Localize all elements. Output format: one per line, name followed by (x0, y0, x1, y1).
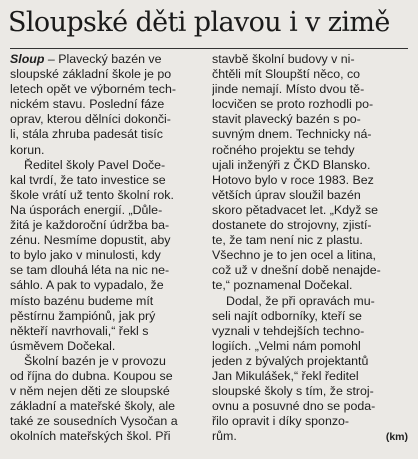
text-line: stavbě školní budovy v ni- (212, 52, 355, 66)
text-line: větších úprav sloužil bazén (212, 187, 361, 202)
text-line: jinde nemají. Místo dvou tě- (212, 82, 365, 97)
text-line: úsměvem Dočekal. (10, 338, 116, 353)
text-line: vyznali v tehdejších techno- (212, 323, 365, 338)
text-line: v něm nejen děti ze sloupské (10, 384, 170, 399)
text-line: nickém stavu. Poslední fáze (10, 97, 165, 112)
text-line: seli najít odborníky, kteří se (212, 308, 362, 323)
text-line: rům. (km) (212, 429, 408, 444)
text-fragment: – Plavecký bazén ve (44, 52, 162, 66)
text-line: logiích. „Velmi nám pomohl (212, 338, 361, 353)
text-line: dostanete do strojovny, zjistí- (212, 218, 372, 233)
text-line: sáhlo. A pak to vypadalo, že (10, 278, 164, 293)
article-left-column (10, 52, 198, 444)
text-line: se tam dlouhá léta na nic ne- (10, 263, 170, 278)
text-line: te, že tam není nic z plastu. (212, 233, 363, 248)
text-line: od října do dubna. Koupou se (10, 368, 173, 383)
text-line: korun. (10, 142, 45, 157)
text-line: skoro pětadvacet let. „Když se (212, 202, 378, 217)
text-line: místo bazénu budeme mít (10, 293, 154, 308)
text-line: te,“ poznamenal Dočekal. (212, 278, 353, 293)
text-line: to bylo jako v minulosti, kdy (10, 248, 161, 263)
text-line: ovnu a posuvné dno se poda- (212, 399, 376, 414)
text-line: oprav, kterou dělníci dokonči- (10, 112, 171, 127)
text-line: Školní bazén je v provozu (24, 353, 166, 368)
text-line: li, stála zhruba padesát tisíc (10, 127, 163, 142)
text-line: Na úsporách energií. „Důle- (10, 202, 163, 217)
text-line: locvičen se proto rozhodli po- (212, 97, 374, 112)
text-line: suvným dnem. Technicky ná- (212, 127, 372, 142)
text-line: také ze sousedních Vysočan a (10, 414, 178, 429)
text-line: stavit plavecký bazén s po- (212, 112, 361, 127)
text-line: ročného projektu se tehdy (212, 142, 355, 157)
article-dateline: Sloup (10, 52, 45, 66)
text-line: sloupské základní škole je po (10, 67, 172, 82)
text-line (10, 52, 198, 67)
text-line: pěstírnu žampiónů, jak prý (10, 308, 156, 323)
text-line: škole vrátí už tento školní rok. (10, 187, 174, 202)
text-line: jeden z bývalých projektantů (212, 353, 369, 368)
text-line: okolních mateřských škol. Při (10, 429, 171, 444)
text-line: ujali inženýři z ČKD Blansko. (212, 157, 371, 172)
text-line: sloupské školy s tím, že stroj- (212, 384, 374, 399)
article-headline: Sloupské děti plavou i v zimě (8, 7, 390, 38)
text-line: základní a mateřské školy, ale (10, 399, 176, 414)
text-line: Ředitel školy Pavel Doče- (24, 157, 166, 172)
headline-rule (10, 48, 408, 49)
text-line: žitá je každoroční údržba ba- (10, 218, 170, 233)
text-line: čhtěli mít Sloupští něco, co (212, 67, 361, 82)
text-line: zénu. Nesmíme dopustit, aby (10, 233, 171, 248)
text-line: Všechno je to jen ocel a litina, (212, 248, 376, 263)
text-line: letech opět ve výborném tech- (10, 82, 176, 97)
text-line: řilo opravit i díky sponzo- (212, 414, 350, 429)
text-line: Hotovo bylo v roce 1983. Bez (212, 172, 374, 187)
text-line: někteří navrhovali,“ řekl s (10, 323, 149, 338)
text-line: kal tvrdí, že tato investice se (10, 172, 166, 187)
text-line: což už v dnešní době nenajde- (212, 263, 381, 278)
author-byline: (km) (385, 431, 408, 444)
article-right-column (212, 52, 408, 445)
text-line: Dodal, že při opravách mu- (226, 293, 375, 308)
text-line: Jan Mikulášek,“ řekl ředitel (212, 368, 359, 383)
